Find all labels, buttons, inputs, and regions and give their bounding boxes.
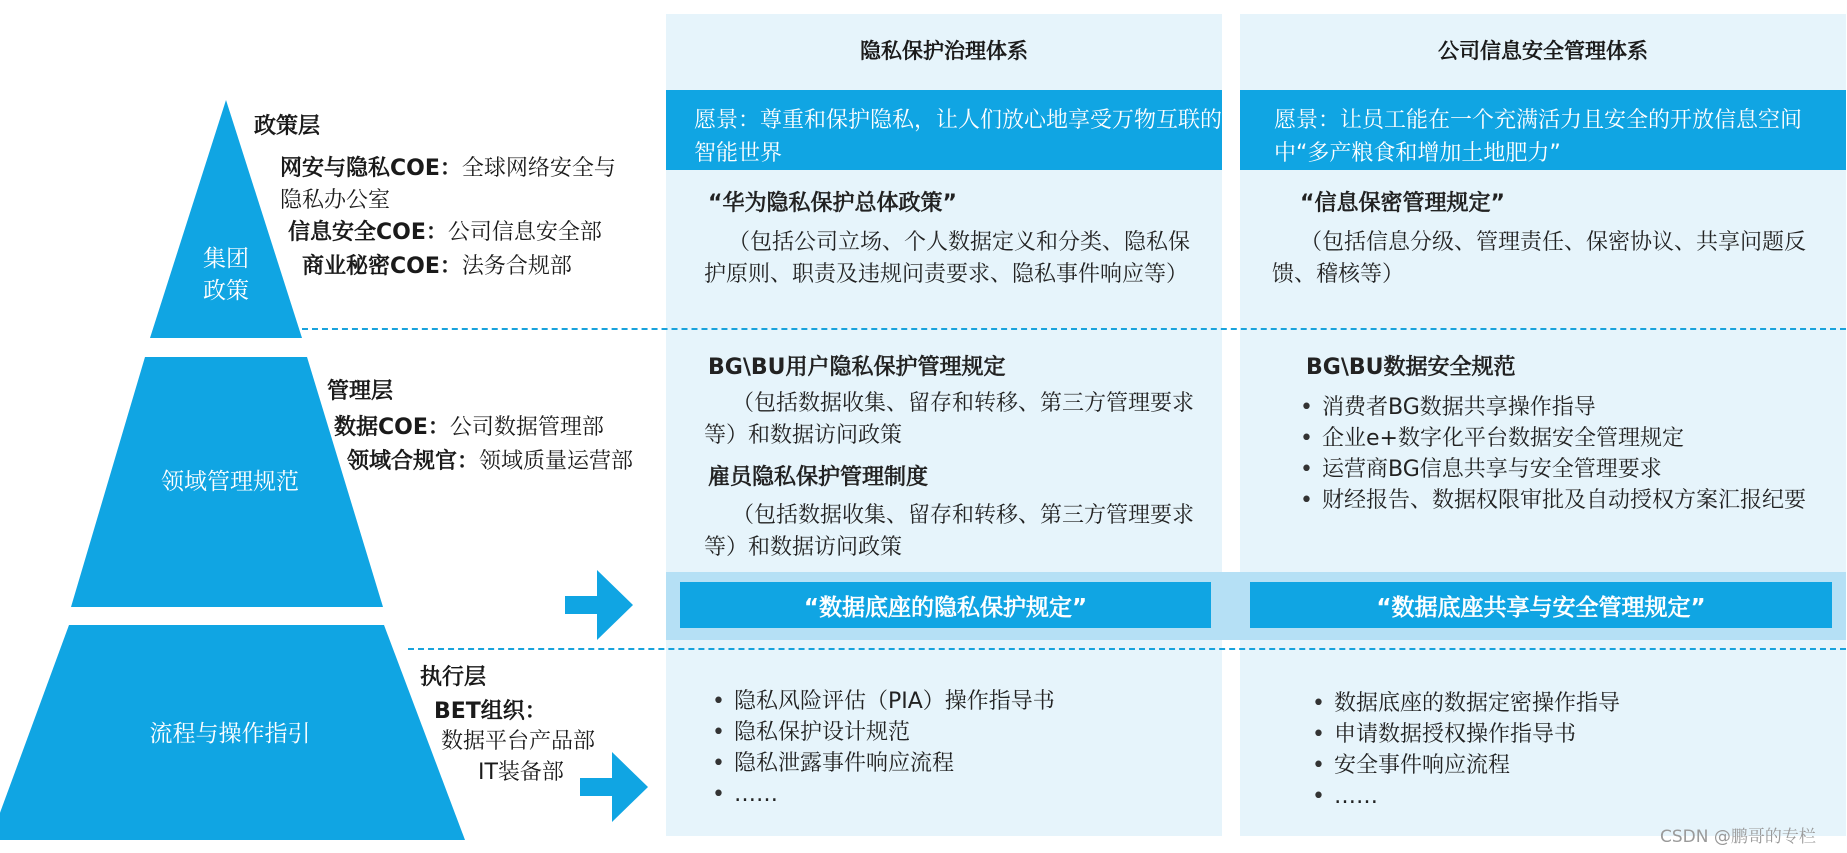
privacy-platform-rule: “数据底座的隐私保护规定” bbox=[680, 582, 1211, 628]
list-item: • …… bbox=[1312, 781, 1812, 812]
privacy-mgmt-detail: （包括数据收集、留存和转移、第三方管理要求等）和数据访问政策 bbox=[704, 391, 1195, 448]
policy-layer-line: 信息安全COE：公司信息安全部 bbox=[288, 220, 602, 245]
security-mgmt-list bbox=[1300, 392, 1820, 516]
security-vision: 愿景：让员工能在一个充满活力且安全的开放信息空间中“多产粮食和增加土地肥力” bbox=[1240, 90, 1846, 170]
list-item: • 申请数据授权操作指导书 bbox=[1312, 719, 1812, 750]
list-item: • 数据底座的数据定密操作指导 bbox=[1312, 688, 1812, 719]
policy-layer-line: 网安与隐私COE：全球网络安全与 bbox=[280, 156, 616, 181]
privacy-mgmt-title: 雇员隐私保护管理制度 bbox=[708, 465, 929, 490]
list-item: • 财经报告、数据权限审批及自动授权方案汇报纪要 bbox=[1300, 485, 1820, 516]
privacy-vision: 愿景：尊重和保护隐私，让人们放心地享受万物互联的智能世界 bbox=[666, 90, 1222, 170]
arrow-right-icon bbox=[565, 570, 633, 640]
layer-divider bbox=[408, 648, 1846, 650]
execution-org-line: 数据平台产品部 bbox=[441, 729, 596, 754]
privacy-policy-title: “华为隐私保护总体政策” bbox=[708, 191, 957, 216]
security-platform-rule: “数据底座共享与安全管理规定” bbox=[1250, 582, 1832, 628]
arrow-right-icon bbox=[580, 752, 648, 822]
policy-layer-title: 政策层 bbox=[254, 114, 321, 139]
list-item: • 安全事件响应流程 bbox=[1312, 750, 1812, 781]
privacy-policy-detail: （包括公司立场、个人数据定义和分类、隐私保护原则、职责及违规问责要求、隐私事件响应等） bbox=[704, 230, 1191, 287]
security-policy-detail: （包括信息分级、管理责任、保密协议、共享问题反馈、稽核等） bbox=[1272, 230, 1807, 287]
privacy-mgmt-title: BG\BU用户隐私保护管理规定 bbox=[708, 355, 1006, 380]
execution-layer-title: 执行层 bbox=[420, 665, 487, 690]
security-mgmt-title: BG\BU数据安全规范 bbox=[1306, 355, 1516, 380]
management-layer-title: 管理层 bbox=[327, 379, 394, 404]
pyramid-bottom-label: 流程与操作指引 bbox=[149, 721, 311, 747]
list-item: • …… bbox=[712, 779, 1192, 810]
execution-org-line: IT装备部 bbox=[478, 760, 564, 785]
privacy-exec-list bbox=[712, 686, 1192, 810]
list-item: • 隐私风险评估（PIA）操作指导书 bbox=[712, 686, 1192, 717]
execution-org-label: BET组织： bbox=[434, 699, 547, 724]
management-layer-line: 数据COE：公司数据管理部 bbox=[334, 415, 604, 440]
policy-layer-line: 商业秘密COE：法务合规部 bbox=[302, 254, 572, 279]
list-item: • 隐私保护设计规范 bbox=[712, 717, 1192, 748]
list-item: • 企业e+数字化平台数据安全管理规定 bbox=[1300, 423, 1820, 454]
policy-layer-line: 隐私办公室 bbox=[280, 188, 391, 213]
security-column-header: 公司信息安全管理体系 bbox=[1438, 39, 1648, 63]
watermark: CSDN @鹏哥的专栏 bbox=[1660, 827, 1816, 847]
privacy-mgmt-detail: （包括数据收集、留存和转移、第三方管理要求等）和数据访问政策 bbox=[704, 503, 1195, 560]
list-item: • 运营商BG信息共享与安全管理要求 bbox=[1300, 454, 1820, 485]
management-layer-line: 领域合规官：领域质量运营部 bbox=[347, 449, 634, 474]
layer-divider bbox=[302, 328, 1846, 330]
security-exec-list bbox=[1312, 688, 1812, 812]
list-item: • 消费者BG数据共享操作指导 bbox=[1300, 392, 1820, 423]
list-item: • 隐私泄露事件响应流程 bbox=[712, 748, 1192, 779]
privacy-column-header: 隐私保护治理体系 bbox=[860, 39, 1028, 63]
security-policy-title: “信息保密管理规定” bbox=[1300, 191, 1505, 216]
pyramid-middle-label: 领域管理规范 bbox=[161, 469, 299, 495]
pyramid-top-label: 集团 政策 bbox=[203, 246, 249, 304]
